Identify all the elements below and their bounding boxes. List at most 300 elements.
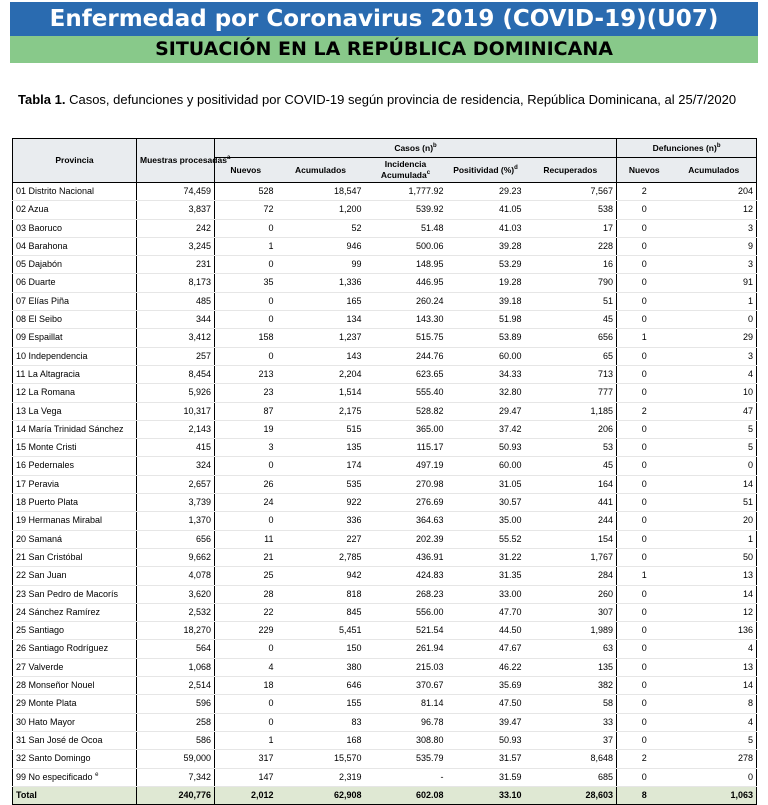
header-def-nuevos: Nuevos (617, 158, 672, 183)
cell-positividad: 29.23 (447, 183, 525, 201)
cell-def-acumulados: 8 (672, 695, 757, 713)
cell-acumulados: 18,547 (277, 183, 365, 201)
cell-positividad: 29.47 (447, 402, 525, 420)
cell-provincia: 10 Independencia (13, 347, 137, 365)
cell-incidencia: - (365, 768, 447, 786)
cell-provincia: 21 San Cristóbal (13, 548, 137, 566)
cell-nuevos: 147 (215, 768, 277, 786)
cell-acumulados: 535 (277, 475, 365, 493)
cell-def-nuevos: 0 (617, 256, 672, 274)
cell-nuevos: 28 (215, 585, 277, 603)
cell-muestras: 10,317 (137, 402, 215, 420)
cell-provincia: 07 Elías Piña (13, 292, 137, 310)
cell-positividad: 47.67 (447, 640, 525, 658)
cell-provincia: 04 Barahona (13, 237, 137, 255)
table-row (13, 292, 757, 310)
table-row (13, 274, 757, 292)
cell-muestras: 8,173 (137, 274, 215, 292)
cell-muestras: 18,270 (137, 622, 215, 640)
cell-incidencia: 500.06 (365, 237, 447, 255)
cell-muestras: 586 (137, 731, 215, 749)
cell-nuevos: 4 (215, 658, 277, 676)
cell-provincia: 26 Santiago Rodríguez (13, 640, 137, 658)
cell-recuperados: 685 (525, 768, 617, 786)
cell-def-nuevos: 0 (617, 548, 672, 566)
data-table-wrapper (12, 138, 756, 805)
cell-recuperados: 135 (525, 658, 617, 676)
cell-provincia: 24 Sánchez Ramírez (13, 603, 137, 621)
cell-positividad: 35.00 (447, 512, 525, 530)
cell-def-nuevos: 0 (617, 311, 672, 329)
cell-def-acumulados: 278 (672, 750, 757, 768)
cell-provincia: 02 Azua (13, 201, 137, 219)
cell-nuevos: 229 (215, 622, 277, 640)
cell-nuevos: 158 (215, 329, 277, 347)
table-row (13, 713, 757, 731)
cell-incidencia: 261.94 (365, 640, 447, 658)
cell-acumulados: 150 (277, 640, 365, 658)
cell-muestras: 2,532 (137, 603, 215, 621)
cell-def-nuevos: 0 (617, 292, 672, 310)
cell-def-nuevos: 1 (617, 329, 672, 347)
table-row (13, 329, 757, 347)
cell-acumulados: 922 (277, 494, 365, 512)
cell-acumulados: 818 (277, 585, 365, 603)
cell-provincia: 28 Monseñor Nouel (13, 677, 137, 695)
cell-incidencia: 521.54 (365, 622, 447, 640)
cell-def-nuevos: 0 (617, 219, 672, 237)
cell-positividad: 37.42 (447, 420, 525, 438)
cell-provincia: 25 Santiago (13, 622, 137, 640)
cell-def-acumulados: 5 (672, 731, 757, 749)
cell-provincia: 17 Peravia (13, 475, 137, 493)
header-provincia: Provincia (13, 139, 137, 183)
cell-def-acumulados: 4 (672, 640, 757, 658)
table-row (13, 457, 757, 475)
table-body (13, 183, 757, 805)
cell-def-nuevos: 0 (617, 585, 672, 603)
cell-provincia: 22 San Juan (13, 567, 137, 585)
cell-nuevos: 528 (215, 183, 277, 201)
cell-provincia: 14 María Trinidad Sánchez (13, 420, 137, 438)
cell-incidencia: 148.95 (365, 256, 447, 274)
cell-def-nuevos: 1 (617, 567, 672, 585)
cell-def-nuevos: 0 (617, 439, 672, 457)
cell-acumulados: 646 (277, 677, 365, 695)
cell-provincia: 18 Puerto Plata (13, 494, 137, 512)
cell-positividad: 51.98 (447, 311, 525, 329)
cell-recuperados: 206 (525, 420, 617, 438)
cell-incidencia: 276.69 (365, 494, 447, 512)
cell-def-nuevos: 0 (617, 457, 672, 475)
cell-muestras: 240,776 (137, 786, 215, 804)
cell-acumulados: 845 (277, 603, 365, 621)
cell-provincia: 06 Duarte (13, 274, 137, 292)
table-total-row (13, 786, 757, 804)
cell-provincia: Total (13, 786, 137, 804)
cell-acumulados: 946 (277, 237, 365, 255)
table-row (13, 603, 757, 621)
cell-recuperados: 53 (525, 439, 617, 457)
cell-provincia: 01 Distrito Nacional (13, 183, 137, 201)
cell-acumulados: 1,200 (277, 201, 365, 219)
cell-positividad: 19.28 (447, 274, 525, 292)
cell-muestras: 3,245 (137, 237, 215, 255)
cell-recuperados: 7,567 (525, 183, 617, 201)
cell-muestras: 4,078 (137, 567, 215, 585)
cell-def-acumulados: 14 (672, 475, 757, 493)
cell-recuperados: 1,767 (525, 548, 617, 566)
cell-muestras: 3,620 (137, 585, 215, 603)
cell-provincia: 19 Hermanas Mirabal (13, 512, 137, 530)
cell-incidencia: 602.08 (365, 786, 447, 804)
cell-def-acumulados: 1,063 (672, 786, 757, 804)
cell-acumulados: 143 (277, 347, 365, 365)
cell-def-nuevos: 0 (617, 603, 672, 621)
cell-def-acumulados: 50 (672, 548, 757, 566)
cell-def-acumulados: 47 (672, 402, 757, 420)
cell-incidencia: 1,777.92 (365, 183, 447, 201)
cell-def-acumulados: 91 (672, 274, 757, 292)
table-row (13, 585, 757, 603)
report-title-banner (10, 2, 758, 36)
cell-muestras: 344 (137, 311, 215, 329)
cell-nuevos: 3 (215, 439, 277, 457)
cell-recuperados: 228 (525, 237, 617, 255)
cell-incidencia: 308.80 (365, 731, 447, 749)
cell-nuevos: 0 (215, 695, 277, 713)
cell-nuevos: 25 (215, 567, 277, 585)
cell-incidencia: 268.23 (365, 585, 447, 603)
cell-positividad: 33.00 (447, 585, 525, 603)
table-row (13, 311, 757, 329)
cell-positividad: 34.33 (447, 365, 525, 383)
cell-def-acumulados: 29 (672, 329, 757, 347)
cell-def-nuevos: 2 (617, 402, 672, 420)
cell-nuevos: 23 (215, 384, 277, 402)
cell-incidencia: 115.17 (365, 439, 447, 457)
cell-nuevos: 0 (215, 292, 277, 310)
cell-def-acumulados: 14 (672, 677, 757, 695)
cell-def-acumulados: 136 (672, 622, 757, 640)
cell-recuperados: 260 (525, 585, 617, 603)
cell-def-acumulados: 9 (672, 237, 757, 255)
cell-incidencia: 535.79 (365, 750, 447, 768)
cell-recuperados: 164 (525, 475, 617, 493)
cell-recuperados: 307 (525, 603, 617, 621)
cell-recuperados: 45 (525, 311, 617, 329)
cell-incidencia: 260.24 (365, 292, 447, 310)
cell-incidencia: 556.00 (365, 603, 447, 621)
cell-def-acumulados: 13 (672, 567, 757, 585)
cell-nuevos: 317 (215, 750, 277, 768)
cell-muestras: 258 (137, 713, 215, 731)
cell-muestras: 485 (137, 292, 215, 310)
cell-recuperados: 17 (525, 219, 617, 237)
cell-positividad: 31.59 (447, 768, 525, 786)
cell-provincia: 23 San Pedro de Macorís (13, 585, 137, 603)
cell-muestras: 257 (137, 347, 215, 365)
cell-recuperados: 58 (525, 695, 617, 713)
cell-def-nuevos: 0 (617, 475, 672, 493)
table-row (13, 420, 757, 438)
cell-nuevos: 0 (215, 457, 277, 475)
cell-positividad: 39.47 (447, 713, 525, 731)
table-row (13, 347, 757, 365)
cell-recuperados: 51 (525, 292, 617, 310)
cell-positividad: 53.89 (447, 329, 525, 347)
cell-incidencia: 370.67 (365, 677, 447, 695)
table-row (13, 475, 757, 493)
table-row (13, 402, 757, 420)
cell-acumulados: 1,336 (277, 274, 365, 292)
cell-nuevos: 0 (215, 347, 277, 365)
table-row (13, 201, 757, 219)
cell-def-nuevos: 2 (617, 750, 672, 768)
cell-positividad: 50.93 (447, 731, 525, 749)
cell-muestras: 656 (137, 530, 215, 548)
cell-nuevos: 0 (215, 640, 277, 658)
cell-acumulados: 52 (277, 219, 365, 237)
cell-muestras: 9,662 (137, 548, 215, 566)
table-row (13, 548, 757, 566)
cell-def-nuevos: 0 (617, 530, 672, 548)
table-row (13, 731, 757, 749)
cell-positividad: 39.28 (447, 237, 525, 255)
cell-nuevos: 0 (215, 311, 277, 329)
table-row (13, 750, 757, 768)
cell-acumulados: 2,785 (277, 548, 365, 566)
cell-recuperados: 37 (525, 731, 617, 749)
cell-acumulados: 227 (277, 530, 365, 548)
cell-def-acumulados: 1 (672, 292, 757, 310)
cell-nuevos: 35 (215, 274, 277, 292)
cell-provincia: 32 Santo Domingo (13, 750, 137, 768)
cell-positividad: 47.50 (447, 695, 525, 713)
cell-def-acumulados: 3 (672, 347, 757, 365)
cell-recuperados: 441 (525, 494, 617, 512)
cell-def-nuevos: 0 (617, 201, 672, 219)
cell-def-acumulados: 4 (672, 713, 757, 731)
cell-def-acumulados: 51 (672, 494, 757, 512)
table-row (13, 640, 757, 658)
cell-def-acumulados: 20 (672, 512, 757, 530)
cell-muestras: 242 (137, 219, 215, 237)
cell-nuevos: 11 (215, 530, 277, 548)
table-caption (18, 92, 748, 108)
cell-def-nuevos: 0 (617, 731, 672, 749)
cell-provincia: 27 Valverde (13, 658, 137, 676)
cell-def-acumulados: 5 (672, 420, 757, 438)
cell-nuevos: 87 (215, 402, 277, 420)
cell-def-nuevos: 0 (617, 677, 672, 695)
cell-def-nuevos: 8 (617, 786, 672, 804)
cell-def-nuevos: 0 (617, 695, 672, 713)
cell-acumulados: 942 (277, 567, 365, 585)
cell-def-acumulados: 13 (672, 658, 757, 676)
cell-muestras: 3,412 (137, 329, 215, 347)
cell-provincia: 99 No especificado $^e$ (13, 768, 137, 786)
cell-muestras: 415 (137, 439, 215, 457)
cell-muestras: 5,926 (137, 384, 215, 402)
cell-def-acumulados: 1 (672, 530, 757, 548)
cell-def-acumulados: 3 (672, 256, 757, 274)
cell-recuperados: 713 (525, 365, 617, 383)
cell-muestras: 2,657 (137, 475, 215, 493)
cell-recuperados: 382 (525, 677, 617, 695)
cell-incidencia: 96.78 (365, 713, 447, 731)
cell-provincia: 16 Pedernales (13, 457, 137, 475)
cell-incidencia: 143.30 (365, 311, 447, 329)
header-casos: Casos $(n)^b$ (215, 139, 617, 158)
cell-nuevos: 19 (215, 420, 277, 438)
cell-recuperados: 28,603 (525, 786, 617, 804)
cell-positividad: 39.18 (447, 292, 525, 310)
cell-def-acumulados: 12 (672, 201, 757, 219)
cell-def-acumulados: 14 (672, 585, 757, 603)
cell-acumulados: 99 (277, 256, 365, 274)
cell-positividad: 44.50 (447, 622, 525, 640)
cell-recuperados: 777 (525, 384, 617, 402)
cell-positividad: 32.80 (447, 384, 525, 402)
cell-positividad: 60.00 (447, 347, 525, 365)
cell-def-acumulados: 4 (672, 365, 757, 383)
cell-provincia: 20 Samaná (13, 530, 137, 548)
cell-acumulados: 155 (277, 695, 365, 713)
cell-nuevos: 21 (215, 548, 277, 566)
cell-def-acumulados: 0 (672, 768, 757, 786)
cell-incidencia: 202.39 (365, 530, 447, 548)
cell-incidencia: 51.48 (365, 219, 447, 237)
cell-incidencia: 528.82 (365, 402, 447, 420)
cell-positividad: 47.70 (447, 603, 525, 621)
cell-def-nuevos: 0 (617, 274, 672, 292)
cell-positividad: 41.05 (447, 201, 525, 219)
cell-incidencia: 424.83 (365, 567, 447, 585)
cell-def-nuevos: 0 (617, 622, 672, 640)
cell-muestras: 3,739 (137, 494, 215, 512)
cell-provincia: 09 Espaillat (13, 329, 137, 347)
cell-provincia: 03 Baoruco (13, 219, 137, 237)
cell-positividad: 31.05 (447, 475, 525, 493)
cell-def-nuevos: 2 (617, 183, 672, 201)
cell-incidencia: 81.14 (365, 695, 447, 713)
cell-nuevos: 0 (215, 713, 277, 731)
cell-incidencia: 270.98 (365, 475, 447, 493)
cell-acumulados: 380 (277, 658, 365, 676)
cell-incidencia: 539.92 (365, 201, 447, 219)
cell-incidencia: 497.19 (365, 457, 447, 475)
cell-incidencia: 365.00 (365, 420, 447, 438)
cell-acumulados: 515 (277, 420, 365, 438)
cell-provincia: 31 San José de Ocoa (13, 731, 137, 749)
cell-muestras: 59,000 (137, 750, 215, 768)
cell-provincia: 12 La Romana (13, 384, 137, 402)
cell-recuperados: 63 (525, 640, 617, 658)
cell-positividad: 31.22 (447, 548, 525, 566)
cell-muestras: 2,143 (137, 420, 215, 438)
header-def-acumulados: Acumulados (672, 158, 757, 183)
cell-def-acumulados: 5 (672, 439, 757, 457)
cell-acumulados: 134 (277, 311, 365, 329)
cell-incidencia: 555.40 (365, 384, 447, 402)
cell-def-nuevos: 0 (617, 420, 672, 438)
cell-acumulados: 62,908 (277, 786, 365, 804)
cell-provincia: 29 Monte Plata (13, 695, 137, 713)
cell-acumulados: 165 (277, 292, 365, 310)
cell-def-nuevos: 0 (617, 713, 672, 731)
table-row (13, 530, 757, 548)
cell-def-nuevos: 0 (617, 365, 672, 383)
cell-nuevos: 1 (215, 731, 277, 749)
cell-muestras: 564 (137, 640, 215, 658)
cell-recuperados: 33 (525, 713, 617, 731)
table-row (13, 494, 757, 512)
header-defunciones: Defunciones $(n)^b$ (617, 139, 757, 158)
cell-nuevos: 24 (215, 494, 277, 512)
cell-provincia: 15 Monte Cristi (13, 439, 137, 457)
cell-incidencia: 623.65 (365, 365, 447, 383)
cell-incidencia: 515.75 (365, 329, 447, 347)
cell-positividad: 53.29 (447, 256, 525, 274)
table-row (13, 768, 757, 786)
table-row (13, 567, 757, 585)
cell-def-acumulados: 0 (672, 457, 757, 475)
table-row (13, 439, 757, 457)
cell-muestras: 7,342 (137, 768, 215, 786)
cell-acumulados: 83 (277, 713, 365, 731)
cell-def-nuevos: 0 (617, 658, 672, 676)
cell-muestras: 596 (137, 695, 215, 713)
cell-provincia: 30 Hato Mayor (13, 713, 137, 731)
cell-recuperados: 154 (525, 530, 617, 548)
cell-def-nuevos: 0 (617, 494, 672, 512)
table-row (13, 365, 757, 383)
header-positividad: Positividad (%)$^d$ (447, 158, 525, 183)
cell-def-nuevos: 0 (617, 768, 672, 786)
cell-acumulados: 336 (277, 512, 365, 530)
cell-nuevos: 72 (215, 201, 277, 219)
table-row (13, 622, 757, 640)
cell-incidencia: 436.91 (365, 548, 447, 566)
header-muestras: Muestras procesadas$^a$ (137, 139, 215, 183)
header-acumulados: Acumulados (277, 158, 365, 183)
cell-nuevos: 0 (215, 219, 277, 237)
cell-def-nuevos: 0 (617, 640, 672, 658)
header-incidencia: Incidencia Acumulada$^c$ (365, 158, 447, 183)
cell-def-nuevos: 0 (617, 512, 672, 530)
cell-incidencia: 446.95 (365, 274, 447, 292)
cell-provincia: 11 La Altagracia (13, 365, 137, 383)
cell-def-nuevos: 0 (617, 384, 672, 402)
cell-muestras: 3,837 (137, 201, 215, 219)
caption-text: Casos, defunciones y positividad por COVID-19 según provincia de residencia, República Dominicana, al 25/7/2020 (69, 92, 737, 107)
cell-recuperados: 284 (525, 567, 617, 585)
cell-acumulados: 15,570 (277, 750, 365, 768)
cell-recuperados: 65 (525, 347, 617, 365)
report-title: Enfermedad por Coronavirus 2019 (COVID-19)(U07) (49, 6, 719, 32)
table-row (13, 256, 757, 274)
cell-nuevos: 1 (215, 237, 277, 255)
cell-nuevos: 18 (215, 677, 277, 695)
cell-nuevos: 2,012 (215, 786, 277, 804)
cell-def-acumulados: 3 (672, 219, 757, 237)
cell-positividad: 41.03 (447, 219, 525, 237)
cell-nuevos: 22 (215, 603, 277, 621)
cell-provincia: 13 La Vega (13, 402, 137, 420)
cell-positividad: 35.69 (447, 677, 525, 695)
cell-muestras: 2,514 (137, 677, 215, 695)
